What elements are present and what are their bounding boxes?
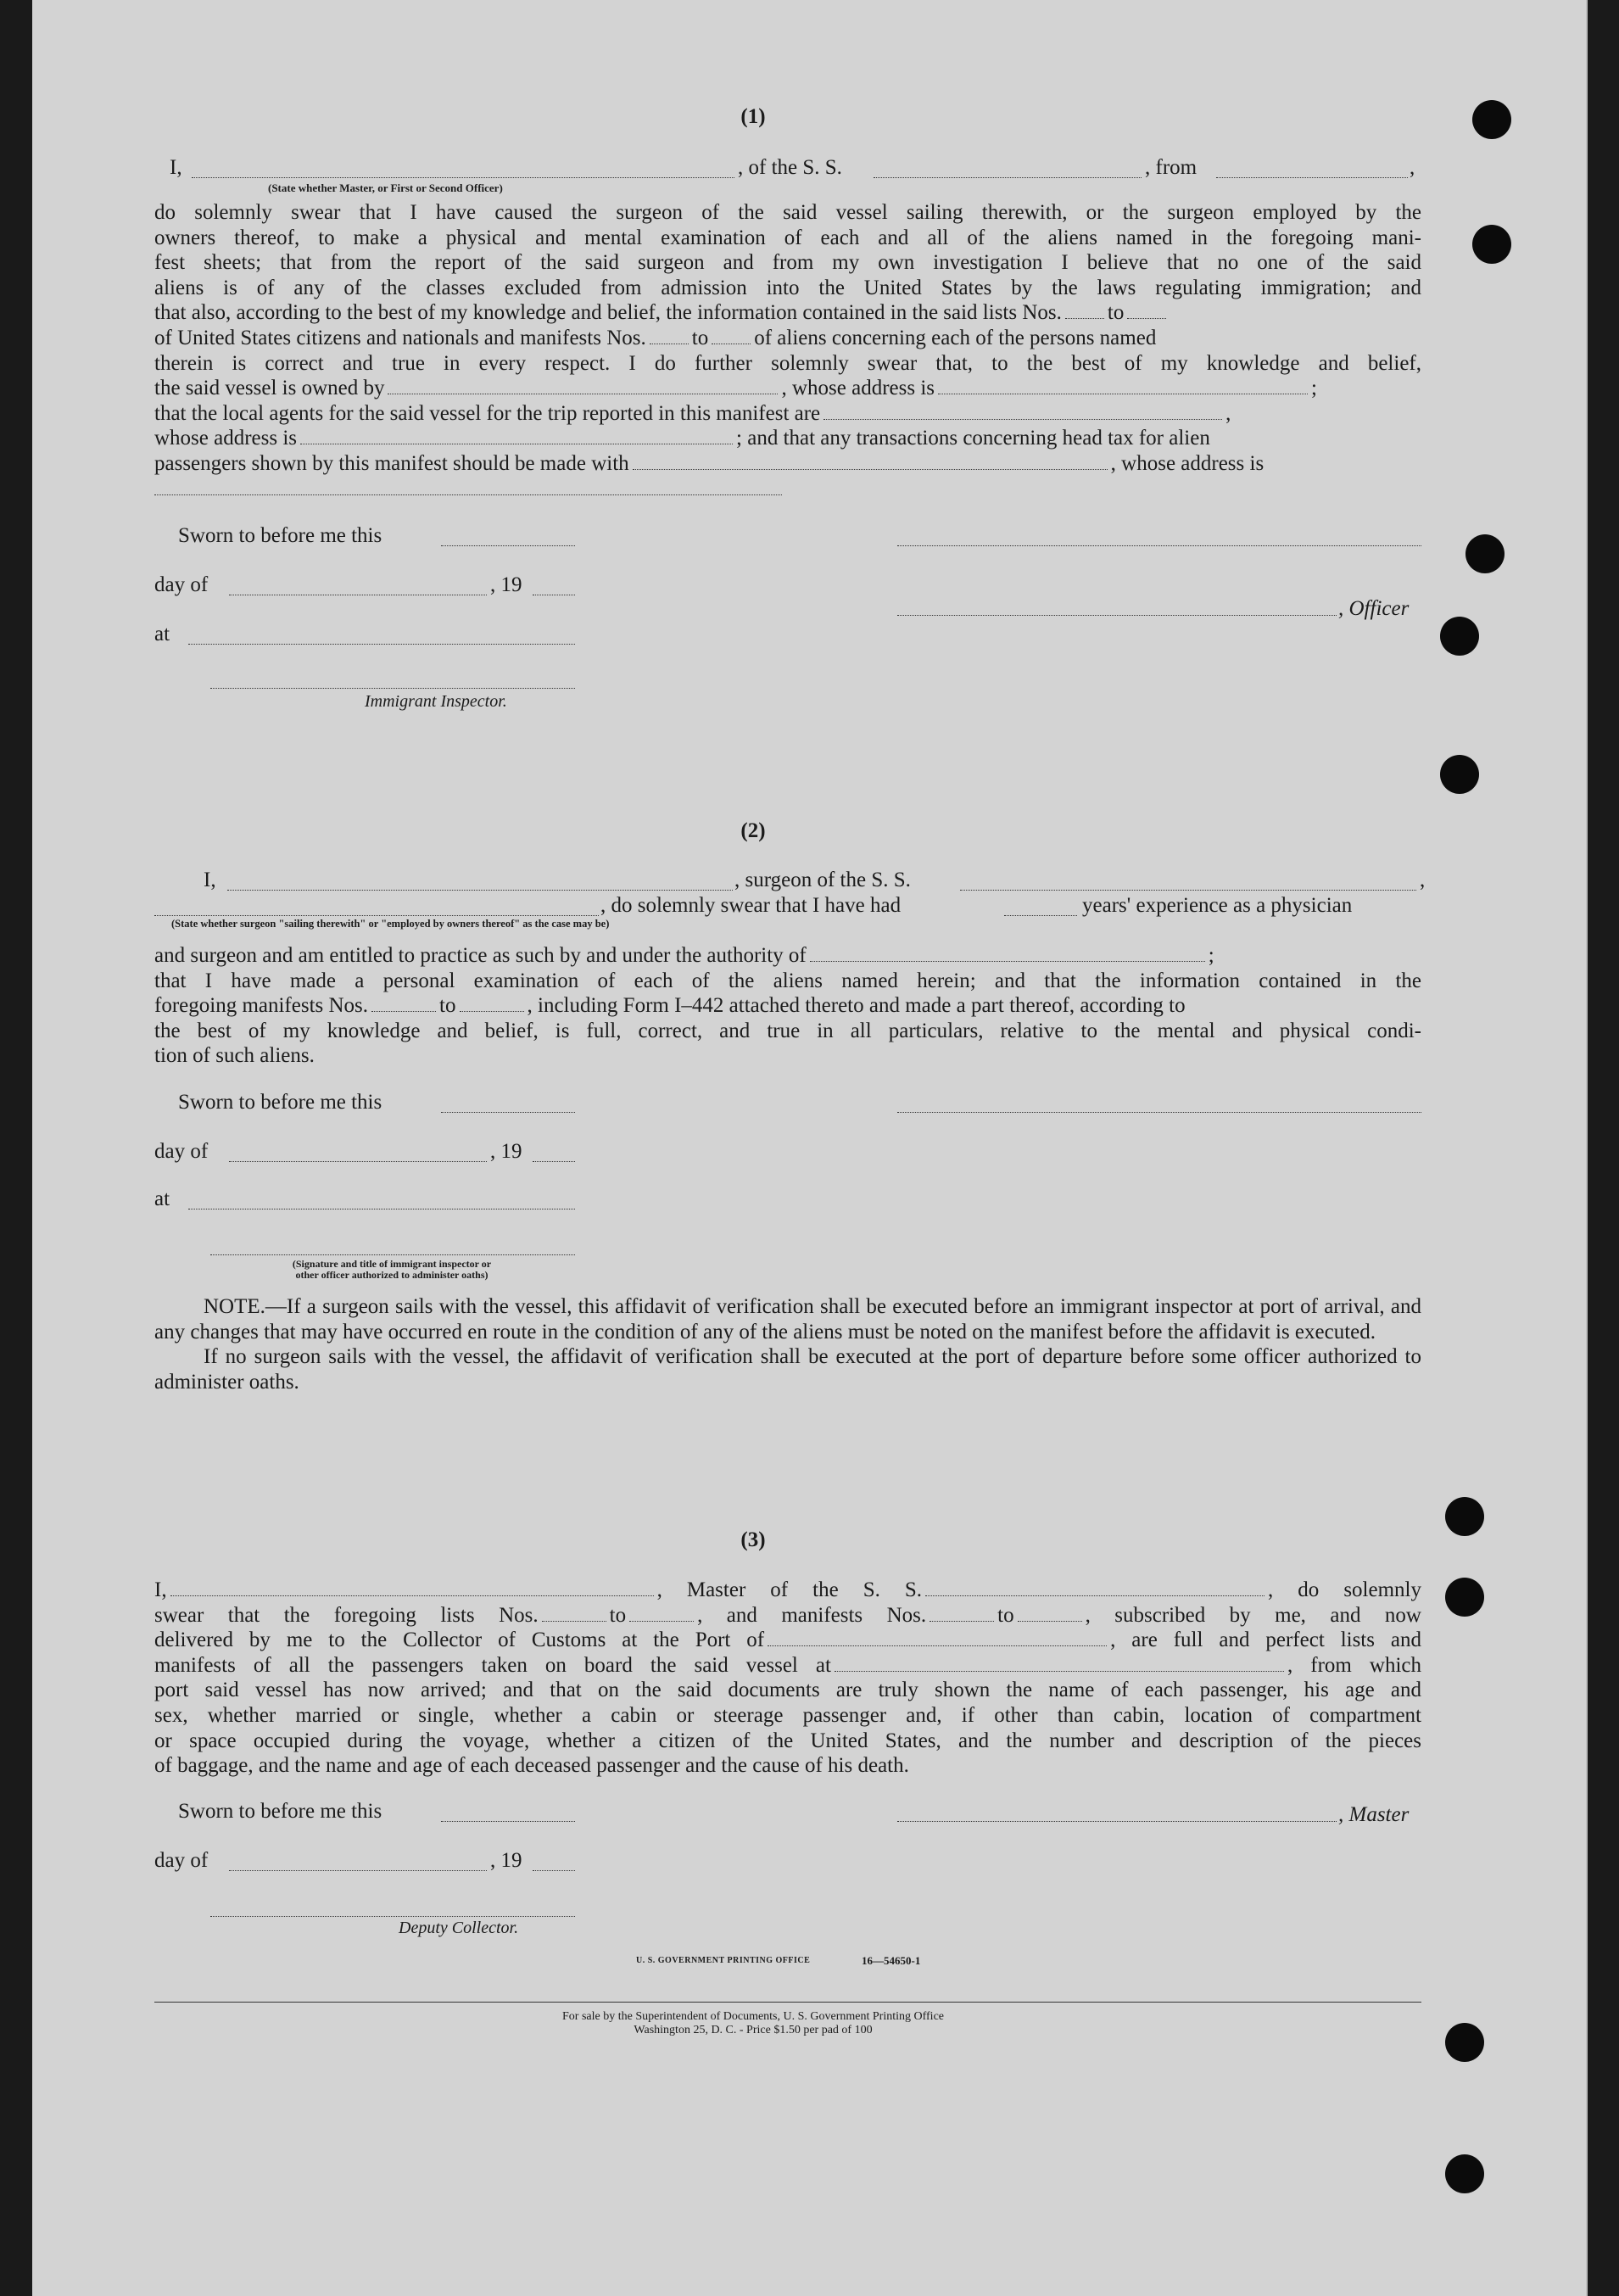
- note-block: [154, 1294, 1421, 1394]
- month-field[interactable]: [229, 1160, 487, 1162]
- paragraph-line: therein is correct and true in every respect. I do further solemnly swear that, to the best of my knowledge and belief,: [154, 351, 1421, 375]
- citizens-line: of United States citizens and nationals and manifests Nos. to of aliens concerning each of the persons named: [154, 326, 1157, 349]
- footer-rule: [154, 2002, 1421, 2003]
- paragraph-line: owners thereof, to make a physical and mental examination of each and all of the aliens named in the foregoing mani-: [154, 226, 1421, 249]
- i-label: I,: [170, 156, 182, 179]
- sworn-label: Sworn to before me this: [178, 1800, 382, 1823]
- at-label: at: [154, 1187, 170, 1210]
- punch-hole: [1445, 1578, 1484, 1617]
- officer-hint: (State whether Master, or First or Second Officer): [268, 182, 503, 194]
- paragraph-line: port said vessel has now arrived; and that on the said documents are truly shown the name of each passenger, his age and: [154, 1679, 1421, 1702]
- month-field[interactable]: [229, 594, 487, 595]
- inspector-label: Immigrant Inspector.: [365, 692, 507, 711]
- lists-line: swear that the foregoing lists Nos. to , and manifests Nos. to , subscribed by me, and now: [154, 1603, 1421, 1627]
- head-tax-line: whose address is ; and that any transactions concerning head tax for alien: [154, 427, 1210, 450]
- years-field[interactable]: [1004, 914, 1077, 916]
- agents-line: that the local agents for the said vessel for the trip reported in this manifest are ,: [154, 401, 1231, 425]
- officer-name-field[interactable]: [192, 176, 734, 178]
- sworn-day-field[interactable]: [441, 1820, 575, 1822]
- from-port-field[interactable]: [1216, 176, 1408, 178]
- section-1-body: [154, 200, 1421, 501]
- sworn-label: Sworn to before me this: [178, 1091, 382, 1114]
- paragraph-line: do solemnly swear that I have caused the surgeon of the said vessel sailing therewith, or the surgeon employed by the: [154, 201, 1421, 224]
- year-label: , 19: [490, 573, 522, 596]
- passengers-line: passengers shown by this manifest should be made with , whose address is: [154, 451, 1264, 475]
- section-1-heading: (1): [740, 105, 766, 128]
- from-label: , from: [1145, 156, 1198, 179]
- signature-hint: (Signature and title of immigrant inspector or other officer authorized to administer oaths): [292, 1258, 492, 1281]
- year-label: , 19: [490, 1140, 522, 1163]
- owned-line: the said vessel is owned by , whose address is ;: [154, 377, 1317, 400]
- paragraph-line: tion of such aliens.: [154, 1044, 315, 1068]
- section-3-body: [154, 1578, 1421, 1779]
- month-field[interactable]: [229, 1869, 487, 1871]
- sale-notice: For sale by the Superintendent of Documents, U. S. Government Printing Office Washington 25, D. C. - Price $1.50 per pad of 100: [562, 2010, 944, 2036]
- sworn-day-field[interactable]: [441, 1111, 575, 1113]
- years-label: years' experience as a physician: [1082, 894, 1353, 917]
- punctuation: ,: [1420, 869, 1426, 891]
- punch-hole: [1445, 2023, 1484, 2062]
- year-field[interactable]: [533, 1869, 575, 1871]
- at-place-field[interactable]: [188, 643, 575, 645]
- inspector-signature-field[interactable]: [210, 687, 575, 689]
- address-line: [154, 477, 1421, 502]
- at-place-field[interactable]: [188, 1208, 575, 1209]
- day-of-label: day of: [154, 1849, 209, 1872]
- paragraph-line: sex, whether married or single, whether a cabin or steerage passenger and, if other than cabin, location of compartment: [154, 1703, 1421, 1727]
- master-line: I, , Master of the S. S. , do solemnly: [154, 1578, 1421, 1601]
- paragraph-line: aliens is of any of the classes excluded from admission into the United States by the laws regulating immigration; and: [154, 276, 1421, 299]
- manifests-line: foregoing manifests Nos. to , including Form I–442 attached thereto and made a part thereof, according to: [154, 994, 1186, 1018]
- sworn-day-field[interactable]: [441, 545, 575, 546]
- note-paragraph: NOTE.—If a surgeon sails with the vessel, this affidavit of verification shall be executed before an immigrant inspector at port of arrival, and any changes that may have occurred en route in the condition of any of the aliens must be noted on the manifest before the affidavit is executed.: [154, 1295, 1421, 1344]
- day-of-label: day of: [154, 1140, 209, 1163]
- section-2-body: [154, 943, 1421, 1069]
- paragraph-line: fest sheets; that from the report of the said surgeon and from my own investigation I believe that no one of the said: [154, 251, 1421, 275]
- deputy-signature-field[interactable]: [210, 1915, 575, 1917]
- boarded-line: manifests of all the passengers taken on board the said vessel at , from which: [154, 1653, 1421, 1677]
- surgeon-status-field[interactable]: [154, 914, 599, 916]
- punch-hole: [1472, 225, 1511, 264]
- deputy-label: Deputy Collector.: [399, 1919, 519, 1937]
- section-3-heading: (3): [740, 1528, 766, 1551]
- inspector-signature-field[interactable]: [210, 1254, 575, 1255]
- sworn-label: Sworn to before me this: [178, 524, 382, 547]
- lists-line: that also, according to the best of my knowledge and belief, the information contained in the said lists Nos. to: [154, 300, 1421, 326]
- gpo-imprint: U. S. GOVERNMENT PRINTING OFFICE: [636, 1956, 811, 1965]
- surgeon-signature-field[interactable]: [897, 1111, 1421, 1113]
- at-label: at: [154, 623, 170, 645]
- master-label: , Master: [1338, 1803, 1410, 1826]
- surgeon-name-field[interactable]: [227, 889, 733, 891]
- note-paragraph: If no surgeon sails with the vessel, the affidavit of verification shall be executed at the port of departure before some officer authorized to administer oaths.: [154, 1345, 1421, 1394]
- ship-label: , of the S. S.: [738, 156, 842, 179]
- authority-line: and surgeon and am entitled to practice as such by and under the authority of ;: [154, 944, 1214, 967]
- day-of-label: day of: [154, 573, 209, 596]
- paragraph-line: or space occupied during the voyage, whether a citizen of the United States, and the number and description of the pieces: [154, 1729, 1421, 1752]
- punch-hole: [1465, 534, 1505, 573]
- paragraph-line: that I have made a personal examination of each of the aliens named herein; and that the information contained in the: [154, 969, 1421, 992]
- punch-hole: [1445, 2154, 1484, 2193]
- ship-name-field[interactable]: [874, 176, 1142, 178]
- section-2-heading: (2): [740, 819, 766, 842]
- punctuation: ,: [1410, 156, 1415, 179]
- surgeon-ship-label: , surgeon of the S. S.: [734, 869, 911, 891]
- swear-label: , do solemnly swear that I have had: [600, 894, 902, 917]
- master-signature-field[interactable]: [897, 1820, 1337, 1822]
- surgeon-ship-field[interactable]: [960, 889, 1416, 891]
- i-label: I,: [204, 869, 216, 891]
- officer-label: , Officer: [1338, 597, 1410, 620]
- year-field[interactable]: [533, 594, 575, 595]
- port-line: delivered by me to the Collector of Customs at the Port of , are full and perfect lists and: [154, 1628, 1422, 1652]
- section-1-first-line: [170, 156, 182, 180]
- year-label: , 19: [490, 1849, 522, 1872]
- surgeon-hint: (State whether surgeon "sailing therewith" or "employed by owners thereof" as the case may be): [171, 918, 610, 930]
- punch-hole: [1440, 755, 1479, 794]
- punch-hole: [1472, 100, 1511, 139]
- officer-signature-field[interactable]: [897, 545, 1421, 546]
- year-field[interactable]: [533, 1160, 575, 1162]
- form-number: 16—54650-1: [862, 1954, 921, 1967]
- officer-title-field[interactable]: [897, 614, 1337, 616]
- paragraph-line: of baggage, and the name and age of each deceased passenger and the cause of his death.: [154, 1754, 909, 1778]
- document-page: [32, 0, 1588, 2296]
- punch-hole: [1440, 617, 1479, 656]
- paragraph-line: the best of my knowledge and belief, is full, correct, and true in all particulars, relative to the mental and physical condi-: [154, 1019, 1421, 1042]
